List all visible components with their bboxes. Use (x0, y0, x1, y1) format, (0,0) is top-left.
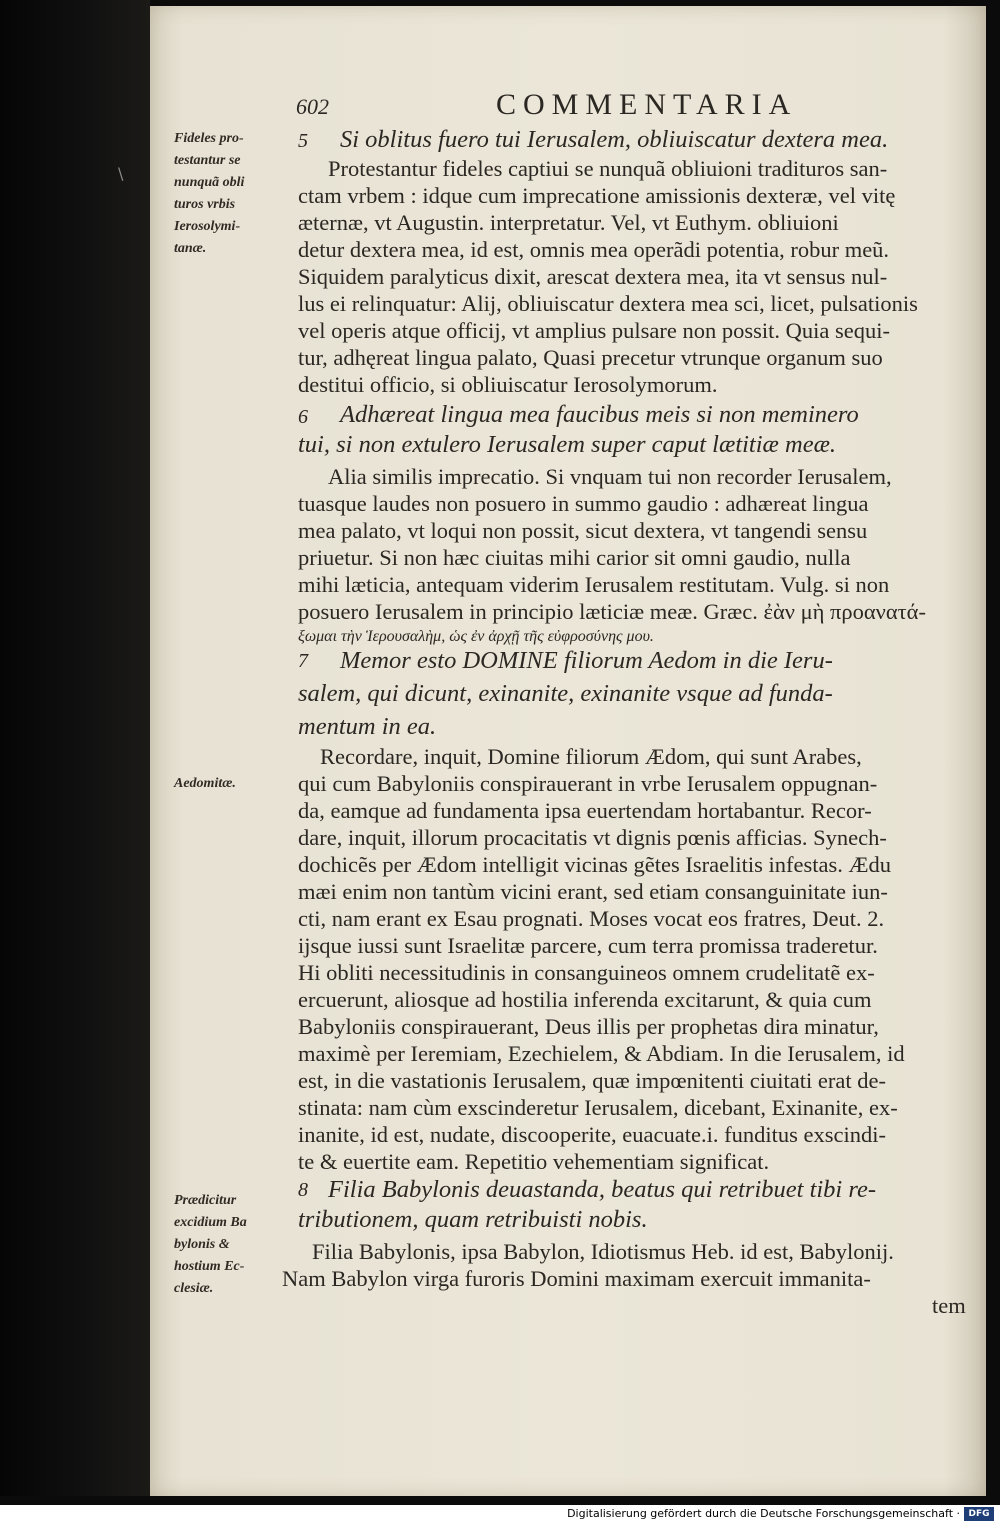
verse-line: salem, qui dicunt, exinanite, exinanite vsque ad funda- (298, 680, 833, 707)
scan-artifact-mark: \ (118, 164, 124, 183)
text-line: vel operis atque officij, vt amplius pulsare non possit. Quia sequi- (298, 318, 890, 343)
marginal-line: Aedomitæ. (174, 776, 236, 791)
marginal-line: bylonis & (174, 1237, 230, 1252)
text-line: inanite, id est, nudate, discooperite, euacuate.i. funditus exscindi- (298, 1122, 886, 1147)
text-line: Filia Babylonis, ipsa Babylon, Idiotismus Heb. id est, Babylonij. (312, 1239, 894, 1264)
text-line: te & euertite eam. Repetitio vehementiam significat. (298, 1149, 770, 1174)
verse-line: Filia Babylonis deuastanda, beatus qui retribuet tibi re- (328, 1176, 877, 1203)
text-line: Siquidem paralyticus dixit, arescat dextera mea, ita vt sensus nul- (298, 264, 888, 289)
scan-left-edge (0, 0, 150, 1496)
verse-line: tui, si non extulero Ierusalem super caput lætitiæ meæ. (298, 431, 837, 458)
verse-line: Adhæreat lingua mea faucibus meis si non meminero (340, 401, 859, 428)
text-line: tur, adhęreat lingua palato, Quasi precetur vtrunque organum suo (298, 345, 883, 370)
catchword: tem (932, 1293, 966, 1318)
text-line: tuasque laudes non posuero in summo gaudio : adhæreat lingua (298, 491, 869, 516)
marginal-line: testantur se (174, 153, 241, 168)
text-line: priuetur. Si non hæc ciuitas mihi carior sit omni gaudio, nulla (298, 545, 851, 570)
text-line: ercuerunt, aliosque ad hostilia inferenda excitarunt, & quia cum (298, 987, 872, 1012)
text-line: Alia similis imprecatio. Si vnquam tui non recorder Ierusalem, (328, 464, 892, 489)
verse-line: Si oblitus fuero tui Ierusalem, obliuiscatur dextera mea. (340, 126, 889, 153)
text-line: Recordare, inquit, Domine filiorum Ædom, qui sunt Arabes, (320, 744, 862, 769)
marginal-line: turos vrbis (174, 197, 236, 212)
verse-number: 6 (298, 406, 308, 428)
text-line: Protestantur fideles captiui se nunquã obliuioni tradituros san- (328, 156, 888, 181)
text-line: lus ei relinquatur: Alij, obliuiscatur dextera mea sci, licet, pulsationis (298, 291, 918, 316)
verse-line: tributionem, quam retribuisti nobis. (298, 1206, 648, 1233)
dfg-logo: DFG (964, 1507, 994, 1521)
text-line: qui cum Babyloniis conspirauerant in vrbe Ierusalem oppugnan- (298, 771, 878, 796)
verse-number: 5 (298, 130, 308, 152)
text-line: mea palato, vt loqui non possit, sicut dextera, vt tangendi sensu (298, 518, 868, 543)
verse-line: mentum in ea. (298, 713, 437, 740)
text-line: mihi læticia, antequam viderim Ierusalem restitutam. Vulg. si non (298, 572, 890, 597)
text-line: maximè per Ieremiam, Ezechielem, & Abdiam. In die Ierusalem, id (298, 1041, 905, 1066)
text-line: posuero Ierusalem in principio læticiæ meæ. Græc. ἐὰν μὴ προανατά- (298, 599, 926, 624)
text-line: Hi obliti necessitudinis in consanguineos omnem crudelitatẽ ex- (298, 960, 875, 985)
text-line: stinata: nam cùm exscinderetur Ierusalem, dicebant, Exinanite, ex- (298, 1095, 898, 1120)
text-line: dochicẽs per Ædom intelligit vicinas gẽtes Israelitis infestas. Ædu (298, 852, 891, 877)
text-line: cti, nam erant ex Esau prognati. Moses vocat eos fratres, Deut. 2. (298, 906, 885, 931)
text-line: detur dextera mea, id est, omnis mea operãdi potentia, robur meũ. (298, 237, 890, 262)
text-line: ctam vrbem : idque cum imprecatione amissionis dexteræ, vel vitę (298, 183, 896, 208)
text-line: ijsque iussi sunt Israelitæ parcere, cum terra promissa traderetur. (298, 933, 878, 958)
marginal-line: Prædicitur (174, 1193, 237, 1208)
digitization-credit: Digitalisierung gefördert durch die Deutsche Forschungsgemeinschaft · (567, 1507, 960, 1520)
marginal-line: nunquã obli (174, 175, 245, 190)
marginal-line: hostium Ec- (174, 1259, 245, 1274)
verse-number: 8 (298, 1179, 308, 1201)
text-line: est, in die vastationis Ierusalem, quæ impœnitenti ciuitati erat de- (298, 1068, 886, 1093)
text-line: Babyloniis conspirauerant, Deus illis per prophetas dira minatur, (298, 1014, 879, 1039)
marginal-line: tanæ. (174, 241, 207, 256)
text-line: da, eamque ad fundamenta ipsa euertendam hortabantur. Recor- (298, 798, 872, 823)
verse-number: 7 (298, 650, 308, 672)
text-line: mæi enim non tantùm vicini erant, sed etiam consanguinitate iun- (298, 879, 888, 904)
page-number: 602 (296, 94, 329, 119)
marginal-line: excidium Ba (174, 1215, 247, 1230)
marginal-line: Ierosolymi- (174, 219, 241, 234)
text-line: destitui officio, si obliuiscatur Ierosolymorum. (298, 372, 718, 397)
running-title: COMMENTARIA (496, 88, 798, 121)
text-line: æternæ, vt Augustin. interpretatur. Vel, vt Euthym. obliuioni (298, 210, 839, 235)
text-line: dare, inquit, illorum procacitatis vt dignis pœnis afficias. Synech- (298, 825, 887, 850)
marginal-line: Fideles pro- (174, 131, 244, 146)
verse-line: Memor esto DOMINE filiorum Aedom in die Ieru- (340, 647, 833, 674)
text-line: Nam Babylon virga furoris Domini maximam exercuit immanita- (282, 1266, 871, 1291)
greek-line: ξωμαι τὴν Ἱερουσαλὴμ, ὡς ἐν ἀρχῇ τῆς εὐφροσύνης μου. (298, 628, 654, 645)
marginal-line: clesiæ. (174, 1281, 214, 1296)
